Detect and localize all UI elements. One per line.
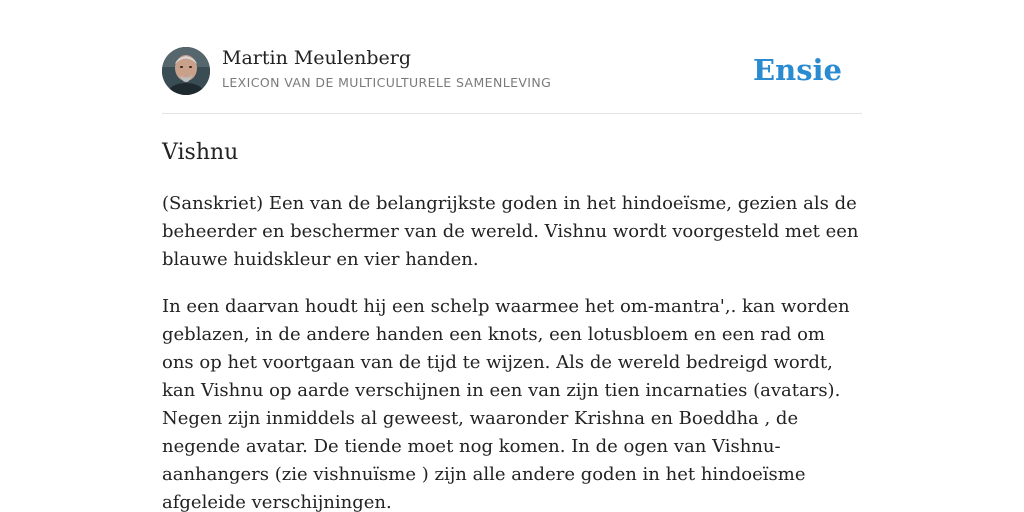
header-divider: [162, 113, 862, 114]
author-avatar[interactable]: [162, 47, 210, 95]
article-paragraph: In een daarvan houdt hij een schelp waarmee het om-mantra',. kan worden geblazen, in de andere handen een knots, een lotusbloem en een rad om ons op het voortgaan van de tijd te wijzen. Als de wereld bedreigd wordt, kan Vishnu op aarde verschijnen in een van zijn tien incarnaties (avatars). Negen zijn inmiddels al geweest, waaronder Krishna en Boeddha , de negende avatar. De tiende moet nog komen. In de ogen van Vishnu-aanhangers (zie vishnuïsme ) zijn alle andere goden in het hindoeïsme afgeleide verschijningen.: [162, 296, 850, 512]
article-body: [162, 190, 862, 512]
article-title: Vishnu: [162, 140, 239, 165]
avatar-portrait-icon: [162, 47, 210, 95]
brand-logo[interactable]: Ensie: [753, 53, 842, 87]
author-name[interactable]: Martin Meulenberg: [222, 47, 411, 69]
article-paragraph: (Sanskriet) Een van de belangrijkste goden in het hindoeïsme, gezien als de beheerder en beschermer van de wereld. Vishnu wordt voorgesteld met een blauwe huidskleur en vier handen.: [162, 193, 859, 270]
author-header: [162, 46, 862, 96]
source-lexicon[interactable]: LEXICON VAN DE MULTICULTURELE SAMENLEVING: [222, 75, 552, 90]
